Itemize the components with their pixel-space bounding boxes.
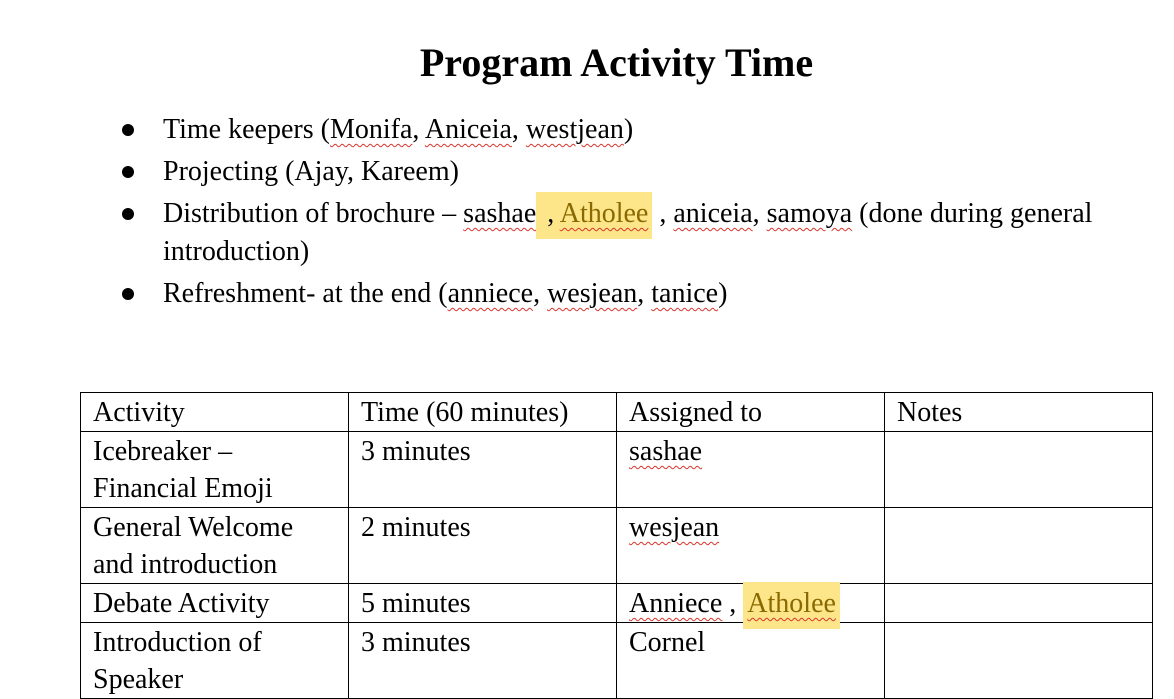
bullet-dot-icon	[122, 124, 134, 136]
bullet-refreshment	[118, 275, 1148, 313]
name-anniece: anniece	[447, 278, 534, 309]
separator: ,	[511, 114, 526, 145]
header-assigned: Assigned to	[617, 393, 885, 432]
separator: ,	[533, 278, 548, 309]
bullet-text: Projecting (Ajay, Kareem)	[163, 156, 459, 187]
assigned-name: Atholee	[747, 588, 836, 619]
activity-line: and introduction	[93, 549, 278, 580]
cell-activity	[81, 623, 349, 699]
cell-time: 3 minutes	[349, 432, 617, 508]
bullet-text: Refreshment- at the end (	[163, 278, 448, 309]
cell-notes	[885, 432, 1153, 508]
activity-line: Financial Emoji	[93, 473, 273, 504]
bullet-dot-icon	[122, 288, 134, 300]
name-tanice: tanice	[651, 278, 719, 309]
assigned-name: wesjean	[629, 512, 720, 543]
cell-notes	[885, 584, 1153, 623]
activity-line: Introduction of	[93, 627, 262, 658]
header-time: Time (60 minutes)	[349, 393, 617, 432]
cell-assigned	[617, 584, 885, 623]
cell-time: 3 minutes	[349, 623, 617, 699]
table-row	[81, 432, 1153, 508]
name-westjean: westjean	[525, 114, 624, 145]
bullet-distribution	[118, 195, 1148, 271]
bullet-time-keepers	[118, 111, 1148, 149]
name-monifa: Monifa	[329, 114, 413, 145]
bullet-projecting	[118, 153, 1148, 191]
cell-activity: Debate Activity	[81, 584, 349, 623]
bullet-dot-icon	[122, 166, 134, 178]
highlighted-text	[743, 582, 840, 629]
activity-table	[80, 392, 1153, 699]
cell-notes	[885, 508, 1153, 584]
activity-line: Icebreaker –	[93, 436, 233, 467]
name-sashae: sashae	[463, 198, 537, 229]
header-notes: Notes	[885, 393, 1153, 432]
separator: ,	[412, 114, 425, 145]
highlighted-text	[536, 192, 652, 239]
cell-time: 5 minutes	[349, 584, 617, 623]
bullet-text: Time keepers (	[163, 114, 330, 145]
bullet-dot-icon	[122, 208, 134, 220]
name-samoya: samoya	[766, 198, 853, 229]
table-header-row	[81, 393, 1153, 432]
name-aniceia: aniceia	[673, 198, 753, 229]
bullet-text: Distribution of brochure –	[163, 198, 464, 229]
bullet-text: )	[718, 278, 728, 309]
cell-assigned: Cornel	[617, 623, 885, 699]
separator: ,	[540, 198, 560, 229]
cell-activity	[81, 508, 349, 584]
header-activity: Activity	[81, 393, 349, 432]
table-row	[81, 623, 1153, 699]
activity-line: General Welcome	[93, 512, 294, 543]
cell-time: 2 minutes	[349, 508, 617, 584]
separator: ,	[752, 198, 767, 229]
separator: ,	[637, 278, 652, 309]
table-row	[81, 508, 1153, 584]
name-wesjean: wesjean	[547, 278, 638, 309]
name-aniceia: Aniceia	[424, 114, 512, 145]
activity-line: Speaker	[93, 664, 184, 695]
bullet-list	[118, 111, 1148, 317]
bullet-text: )	[623, 114, 634, 145]
bullet-text: (done during general introduction)	[163, 198, 1093, 267]
cell-notes	[885, 623, 1153, 699]
cell-assigned	[617, 432, 885, 508]
document-title: Program Activity Time	[419, 40, 814, 85]
cell-activity	[81, 432, 349, 508]
separator: ,	[722, 588, 744, 619]
cell-assigned	[617, 508, 885, 584]
assigned-name: Anniece	[629, 588, 723, 619]
table-row	[81, 584, 1153, 623]
separator: ,	[652, 198, 674, 229]
assigned-name: sashae	[629, 436, 703, 467]
name-atholee: Atholee	[559, 198, 649, 229]
